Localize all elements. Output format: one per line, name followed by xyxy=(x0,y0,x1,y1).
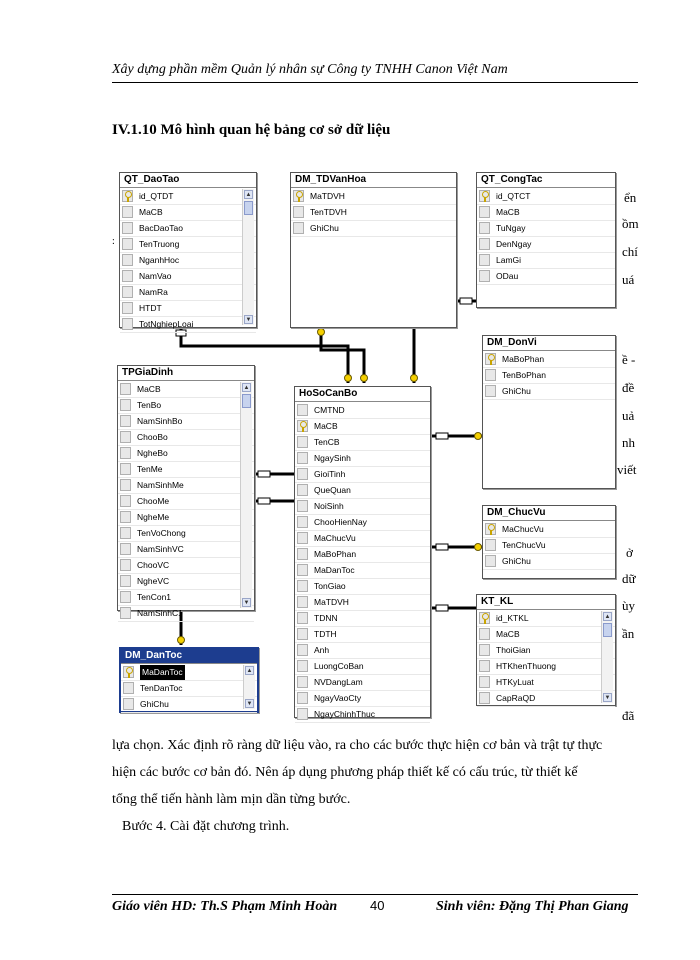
field-name: NamSinhVC xyxy=(137,544,184,554)
text-fragment: nh xyxy=(622,435,635,450)
field-name: LuongCoBan xyxy=(314,661,364,671)
field-row[interactable] xyxy=(118,446,254,462)
row-selector[interactable] xyxy=(297,612,308,624)
primary-key-icon xyxy=(488,524,495,531)
infinity-end-icon xyxy=(436,433,448,439)
field-name: MaCB xyxy=(496,629,520,639)
field-list[interactable] xyxy=(483,352,615,488)
field-row[interactable] xyxy=(477,611,615,627)
table-dm-donvi[interactable] xyxy=(482,335,616,489)
row-selector[interactable] xyxy=(479,644,490,656)
row-selector[interactable] xyxy=(120,575,131,587)
scroll-down-icon[interactable]: ▼ xyxy=(246,701,253,707)
infinity-end-icon xyxy=(258,471,270,477)
field-name: TenMe xyxy=(137,464,163,474)
row-selector[interactable] xyxy=(297,468,308,480)
primary-key-icon xyxy=(126,667,133,674)
row-selector[interactable] xyxy=(297,628,308,640)
field-name: NVDangLam xyxy=(314,677,363,687)
field-name: ODau xyxy=(496,271,519,281)
row-selector[interactable] xyxy=(120,495,131,507)
field-name: MaChucVu xyxy=(502,524,544,534)
scroll-down-icon[interactable]: ▼ xyxy=(604,695,611,701)
row-selector[interactable] xyxy=(297,404,308,416)
row-selector[interactable] xyxy=(485,555,496,567)
key-end-icon xyxy=(345,375,352,382)
row-selector[interactable] xyxy=(297,516,308,528)
table-hosocanbo[interactable] xyxy=(294,386,431,718)
table-dm-dantoc[interactable] xyxy=(119,647,259,713)
field-list[interactable] xyxy=(121,665,257,711)
field-name: ChooHienNay xyxy=(314,517,367,527)
field-name: id_QTDT xyxy=(139,191,174,201)
field-row[interactable] xyxy=(295,595,430,611)
primary-key-icon xyxy=(482,613,489,620)
field-list[interactable] xyxy=(120,189,256,327)
scroll-thumb[interactable] xyxy=(242,394,251,408)
field-name: GioiTinh xyxy=(314,469,346,479)
field-name: TotNghiepLoai xyxy=(139,319,194,329)
field-name: GhiChu xyxy=(502,556,531,566)
field-row[interactable] xyxy=(121,697,257,713)
infinity-end-icon xyxy=(460,298,472,304)
field-row[interactable] xyxy=(477,627,615,643)
row-selector[interactable] xyxy=(120,527,131,539)
field-name: HTKhenThuong xyxy=(496,661,557,671)
field-row[interactable] xyxy=(295,435,430,451)
field-row[interactable] xyxy=(295,707,430,723)
field-name: HTDT xyxy=(139,303,162,313)
row-selector[interactable] xyxy=(120,543,131,555)
field-row[interactable] xyxy=(483,384,615,400)
field-row[interactable] xyxy=(118,510,254,526)
field-name: TenCon1 xyxy=(137,592,172,602)
field-row[interactable] xyxy=(291,221,456,237)
text-fragment: ề - xyxy=(622,352,636,367)
field-row[interactable] xyxy=(295,659,430,675)
primary-key-icon xyxy=(482,191,489,198)
field-row[interactable] xyxy=(477,659,615,675)
field-row[interactable] xyxy=(477,221,615,237)
page-number: 40 xyxy=(370,898,385,913)
field-name: MaTDVH xyxy=(310,191,345,201)
field-row[interactable] xyxy=(121,681,257,697)
field-row[interactable] xyxy=(295,579,430,595)
field-row[interactable] xyxy=(118,542,254,558)
field-row[interactable] xyxy=(120,253,256,269)
field-name: TenVoChong xyxy=(137,528,186,538)
field-name: CMTND xyxy=(314,405,345,415)
field-name: NgheBo xyxy=(137,448,168,458)
field-name: NgayChinhThuc xyxy=(314,709,375,719)
row-selector[interactable] xyxy=(297,532,308,544)
field-row[interactable] xyxy=(295,403,430,419)
field-row[interactable] xyxy=(295,483,430,499)
rel-line-tdvanhoa xyxy=(321,328,364,383)
scrollbar[interactable] xyxy=(243,665,255,709)
row-selector[interactable] xyxy=(297,660,308,672)
row-selector[interactable] xyxy=(479,676,490,688)
field-row[interactable] xyxy=(483,368,615,384)
field-row[interactable] xyxy=(118,494,254,510)
row-selector[interactable] xyxy=(293,222,304,234)
page-header: Xây dựng phần mềm Quản lý nhân sự Công ty TNHH Canon Việt Nam xyxy=(112,62,508,77)
field-name: id_QTCT xyxy=(496,191,531,201)
scroll-down-icon[interactable]: ▼ xyxy=(245,317,252,323)
field-row[interactable] xyxy=(118,558,254,574)
table-dm-chucvu[interactable] xyxy=(482,505,616,579)
scroll-up-icon[interactable]: ▲ xyxy=(246,668,253,674)
field-name: MaBoPhan xyxy=(314,549,357,559)
text-fragment: ồm xyxy=(622,216,639,231)
field-row[interactable] xyxy=(477,205,615,221)
row-selector[interactable] xyxy=(297,676,308,688)
field-name: MaCB xyxy=(314,421,338,431)
field-row[interactable] xyxy=(120,205,256,221)
field-row[interactable] xyxy=(295,547,430,563)
scroll-thumb[interactable] xyxy=(603,623,612,637)
field-name: QueQuan xyxy=(314,485,351,495)
field-row[interactable] xyxy=(295,627,430,643)
row-selector[interactable] xyxy=(297,484,308,496)
field-row[interactable] xyxy=(295,531,430,547)
field-name: MaBoPhan xyxy=(502,354,545,364)
paragraph-line: tổng thể tiến hành làm mịn dần từng bước. xyxy=(112,792,351,807)
field-row[interactable] xyxy=(118,398,254,414)
infinity-end-icon xyxy=(436,544,448,550)
text-fragment: ển xyxy=(624,190,637,205)
field-list[interactable] xyxy=(118,382,254,618)
scroll-down-icon[interactable]: ▼ xyxy=(243,600,250,606)
field-row[interactable] xyxy=(295,563,430,579)
row-selector[interactable] xyxy=(297,548,308,560)
text-fragment: chí xyxy=(622,244,638,259)
field-name: NamSinhMe xyxy=(137,480,184,490)
primary-key-icon xyxy=(296,191,303,198)
scroll-thumb[interactable] xyxy=(244,201,253,215)
field-row[interactable] xyxy=(118,414,254,430)
row-selector[interactable] xyxy=(479,270,490,282)
row-selector[interactable] xyxy=(485,369,496,381)
row-selector[interactable] xyxy=(120,431,131,443)
primary-key-icon xyxy=(300,421,307,428)
field-name: TenTDVH xyxy=(310,207,347,217)
field-name: GhiChu xyxy=(140,699,169,709)
footer-student: Sinh viên: Đặng Thị Phan Giang xyxy=(436,899,629,914)
row-selector[interactable] xyxy=(297,596,308,608)
field-name: NamSinhC1 xyxy=(137,608,183,618)
field-row[interactable] xyxy=(120,221,256,237)
field-name: MaDanToc xyxy=(140,665,185,680)
table-title: HoSoCanBo xyxy=(295,387,430,402)
footer-rule xyxy=(112,894,638,895)
field-row[interactable] xyxy=(477,269,615,285)
text-fragment: đã xyxy=(622,708,635,723)
field-row[interactable] xyxy=(295,643,430,659)
row-selector[interactable] xyxy=(122,254,133,266)
row-selector[interactable] xyxy=(122,238,133,250)
field-row[interactable] xyxy=(120,189,256,205)
row-selector[interactable] xyxy=(120,399,131,411)
scroll-up-icon[interactable]: ▲ xyxy=(245,192,252,198)
field-row[interactable] xyxy=(295,691,430,707)
field-row[interactable] xyxy=(295,419,430,435)
field-row[interactable] xyxy=(118,430,254,446)
field-name: NoiSinh xyxy=(314,501,344,511)
table-title: QT_DaoTao xyxy=(120,173,256,188)
field-name: GhiChu xyxy=(310,223,339,233)
field-name: ChooMe xyxy=(137,496,170,506)
row-selector[interactable] xyxy=(122,286,133,298)
table-title: DM_TDVanHoa xyxy=(291,173,456,188)
table-title: QT_CongTac xyxy=(477,173,615,188)
field-row[interactable] xyxy=(483,554,615,570)
paragraph-line: hiện các bước cơ bản đó. Nên áp dụng phương pháp thiết kế có cấu trúc, từ thiết kế xyxy=(112,765,578,780)
row-selector[interactable] xyxy=(122,302,133,314)
field-name: TonGiao xyxy=(314,581,346,591)
field-name: MaChucVu xyxy=(314,533,356,543)
text-fragment: uá xyxy=(622,272,635,287)
field-row[interactable] xyxy=(477,237,615,253)
table-kt-kl[interactable] xyxy=(476,594,616,706)
footer-teacher: Giáo viên HD: Th.S Phạm Minh Hoàn xyxy=(112,899,338,914)
field-row[interactable] xyxy=(477,189,615,205)
field-name: NgayVaoCty xyxy=(314,693,362,703)
table-qt-daotao[interactable] xyxy=(119,172,257,328)
paragraph-line: lựa chọn. Xác định rõ ràng dữ liệu vào, ra cho các bước thực hiện cơ bản và trật tự thực xyxy=(112,738,603,753)
field-list[interactable] xyxy=(477,611,615,705)
table-tpgiadinh[interactable] xyxy=(117,365,255,618)
table-title: DM_DanToc xyxy=(121,649,257,664)
field-name: NgheVC xyxy=(137,576,170,586)
field-row[interactable] xyxy=(118,606,254,622)
field-name: NamVao xyxy=(139,271,172,281)
key-end-icon xyxy=(475,544,482,551)
field-name: GhiChu xyxy=(502,386,531,396)
row-selector[interactable] xyxy=(122,270,133,282)
text-fragment: ùy xyxy=(622,598,635,613)
field-name: TenTruong xyxy=(139,239,180,249)
field-row[interactable] xyxy=(118,462,254,478)
field-row[interactable] xyxy=(118,574,254,590)
field-row[interactable] xyxy=(118,382,254,398)
key-end-icon xyxy=(361,375,368,382)
primary-key-icon xyxy=(488,354,495,361)
field-name: MaTDVH xyxy=(314,597,349,607)
row-selector[interactable] xyxy=(485,539,496,551)
field-name: CapRaQD xyxy=(496,693,536,703)
row-selector[interactable] xyxy=(297,500,308,512)
scrollbar[interactable] xyxy=(240,382,252,608)
text-fragment: : xyxy=(112,236,115,247)
field-name: DenNgay xyxy=(496,239,532,249)
field-row[interactable] xyxy=(295,451,430,467)
scrollbar[interactable] xyxy=(242,189,254,325)
row-selector[interactable] xyxy=(123,698,134,710)
field-row[interactable] xyxy=(483,352,615,368)
table-title: DM_ChucVu xyxy=(483,506,615,521)
field-row[interactable] xyxy=(295,499,430,515)
field-name: TenDanToc xyxy=(140,683,183,693)
row-selector[interactable] xyxy=(297,564,308,576)
field-name: TDTH xyxy=(314,629,337,639)
field-list[interactable] xyxy=(291,189,456,327)
text-fragment: uả xyxy=(622,408,635,423)
row-selector[interactable] xyxy=(120,479,131,491)
scrollbar[interactable] xyxy=(601,611,613,703)
table-title: KT_KL xyxy=(477,595,615,610)
field-name: LamGi xyxy=(496,255,522,265)
row-selector[interactable] xyxy=(297,452,308,464)
field-name: id_KTKL xyxy=(496,613,529,623)
field-name: TDNN xyxy=(314,613,338,623)
row-selector[interactable] xyxy=(297,692,308,704)
field-row[interactable] xyxy=(120,285,256,301)
field-row[interactable] xyxy=(483,538,615,554)
field-name: NgaySinh xyxy=(314,453,351,463)
field-row[interactable] xyxy=(120,269,256,285)
row-selector[interactable] xyxy=(122,318,133,330)
field-row[interactable] xyxy=(477,675,615,691)
field-name: TenBo xyxy=(137,400,162,410)
field-row[interactable] xyxy=(483,522,615,538)
field-name: TenCB xyxy=(314,437,340,447)
field-list[interactable] xyxy=(477,189,615,307)
field-list[interactable] xyxy=(483,522,615,578)
row-selector[interactable] xyxy=(297,436,308,448)
field-row[interactable] xyxy=(477,643,615,659)
field-row[interactable] xyxy=(120,301,256,317)
field-row[interactable] xyxy=(118,526,254,542)
table-dm-tdvanhoa[interactable] xyxy=(290,172,457,328)
field-row[interactable] xyxy=(295,611,430,627)
field-name: TenChucVu xyxy=(502,540,546,550)
key-end-icon xyxy=(318,329,325,336)
field-name: ChooBo xyxy=(137,432,168,442)
row-selector[interactable] xyxy=(122,206,133,218)
infinity-end-icon xyxy=(436,605,448,611)
row-selector[interactable] xyxy=(120,447,131,459)
field-row[interactable] xyxy=(291,189,456,205)
text-fragment: viết xyxy=(617,462,637,477)
field-name: NgheMe xyxy=(137,512,170,522)
table-qt-congtac[interactable] xyxy=(476,172,616,308)
text-fragment: đề xyxy=(622,380,635,395)
table-title: DM_DonVi xyxy=(483,336,615,351)
field-name: BacDaoTao xyxy=(139,223,183,233)
primary-key-icon xyxy=(125,191,132,198)
field-name: NganhHoc xyxy=(139,255,180,265)
paragraph-line: Bước 4. Cài đặt chương trình. xyxy=(122,819,290,834)
table-title: TPGiaDinh xyxy=(118,366,254,381)
row-selector[interactable] xyxy=(479,254,490,266)
field-name: MaDanToc xyxy=(314,565,355,575)
field-row[interactable] xyxy=(295,515,430,531)
field-name: NamSinhBo xyxy=(137,416,183,426)
field-name: Anh xyxy=(314,645,330,655)
row-selector[interactable] xyxy=(297,644,308,656)
text-fragment: ần xyxy=(622,626,635,641)
field-row[interactable] xyxy=(295,675,430,691)
row-selector[interactable] xyxy=(479,206,490,218)
field-name: MaCB xyxy=(496,207,520,217)
field-name: ThoiGian xyxy=(496,645,531,655)
field-row[interactable] xyxy=(295,467,430,483)
field-row[interactable] xyxy=(118,478,254,494)
scroll-up-icon[interactable]: ▲ xyxy=(604,614,611,620)
section-heading: IV.1.10 Mô hình quan hệ bảng cơ sở dữ liệu xyxy=(112,122,391,138)
field-name: NamRa xyxy=(139,287,168,297)
row-selector[interactable] xyxy=(479,238,490,250)
field-row[interactable] xyxy=(120,317,256,333)
row-selector[interactable] xyxy=(123,682,134,694)
row-selector[interactable] xyxy=(297,580,308,592)
field-name: HTKyLuat xyxy=(496,677,534,687)
field-row[interactable] xyxy=(120,237,256,253)
row-selector[interactable] xyxy=(120,511,131,523)
row-selector[interactable] xyxy=(297,708,308,720)
field-row[interactable] xyxy=(118,590,254,606)
field-name: MaCB xyxy=(139,207,163,217)
field-name: TenBoPhan xyxy=(502,370,546,380)
field-name: ChooVC xyxy=(137,560,170,570)
field-name: TuNgay xyxy=(496,223,526,233)
text-fragment: dữ xyxy=(622,571,636,586)
row-selector[interactable] xyxy=(120,415,131,427)
field-row[interactable] xyxy=(291,205,456,221)
row-selector[interactable] xyxy=(122,222,133,234)
row-selector[interactable] xyxy=(479,660,490,672)
text-fragment: ở xyxy=(626,545,633,560)
row-selector[interactable] xyxy=(120,607,131,619)
row-selector[interactable] xyxy=(485,385,496,397)
row-selector[interactable] xyxy=(120,559,131,571)
row-selector[interactable] xyxy=(120,591,131,603)
field-list[interactable] xyxy=(295,403,430,717)
row-selector[interactable] xyxy=(479,222,490,234)
row-selector[interactable] xyxy=(120,383,131,395)
key-end-icon xyxy=(475,433,482,440)
field-name: MaCB xyxy=(137,384,161,394)
key-end-icon xyxy=(411,375,418,382)
field-row[interactable] xyxy=(477,691,615,707)
row-selector[interactable] xyxy=(120,463,131,475)
key-end-icon xyxy=(178,637,185,644)
row-selector[interactable] xyxy=(479,692,490,704)
field-row[interactable] xyxy=(121,665,257,681)
field-row[interactable] xyxy=(477,253,615,269)
row-selector[interactable] xyxy=(479,628,490,640)
row-selector[interactable] xyxy=(293,206,304,218)
infinity-end-icon xyxy=(258,498,270,504)
scroll-up-icon[interactable]: ▲ xyxy=(243,385,250,391)
